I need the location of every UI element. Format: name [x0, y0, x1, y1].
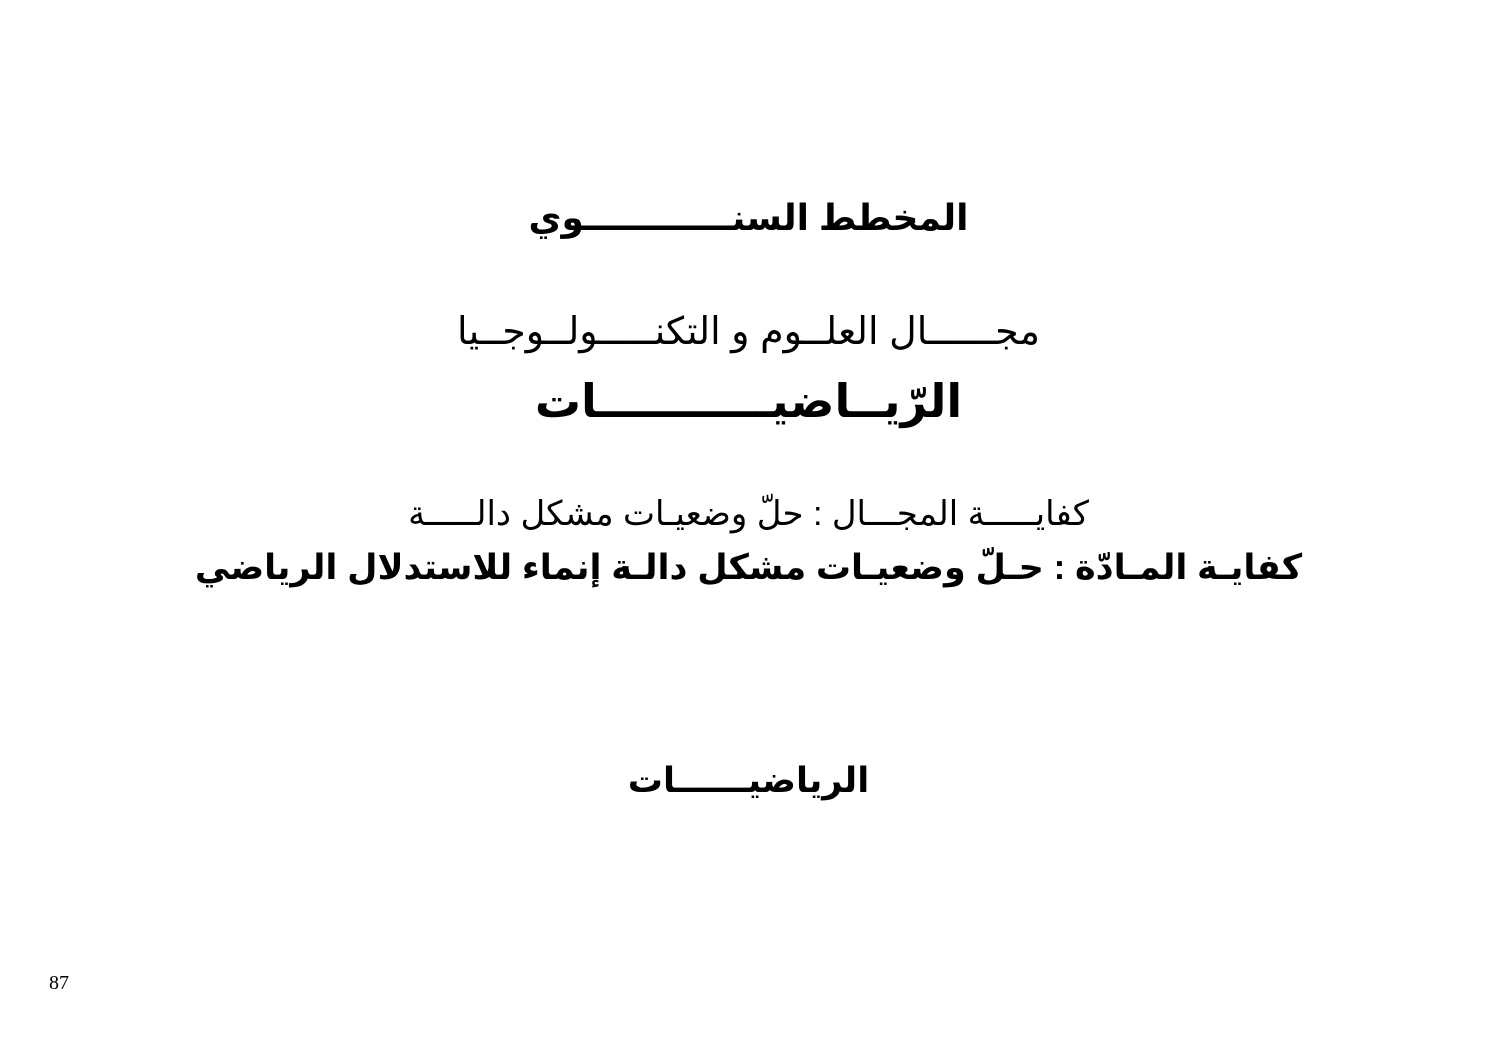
page-number: 87 [49, 972, 69, 994]
subject-title: الرّيــاضيـــــــــــات [534, 375, 963, 427]
subject-footer-title: الرياضيــــــات [627, 761, 870, 800]
annual-plan-title: المخطط السنــــــــــــوي [528, 197, 969, 238]
domain-competency: كفايـــــة المجـــال : حلّ وضعيـات مشكل دالـــــة [408, 495, 1089, 533]
domain-heading: مجــــــال العلــوم و التكنـــــولــوجــيا [457, 311, 1040, 353]
subject-competency: كفايـة المـادّة : حـلّ وضعيـات مشكل دالـة إنماء للاستدلال الرياضي [194, 548, 1303, 587]
